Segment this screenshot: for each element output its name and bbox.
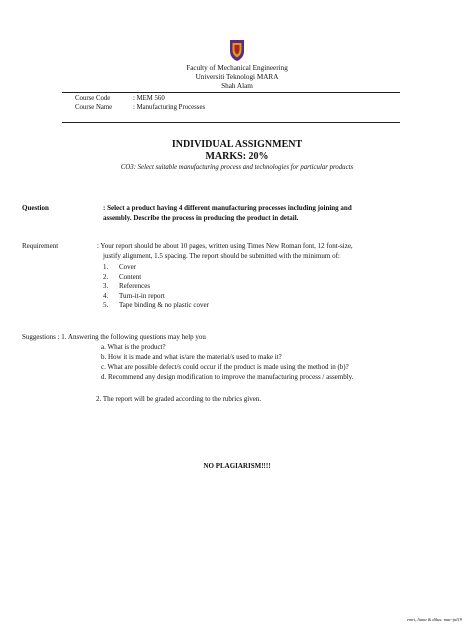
header-divider (62, 92, 400, 93)
suggestion-b: b. How it is made and what is/are the material/s used to make it? (101, 353, 282, 361)
suggestion-c: c. What are possible defect/s could occur if the product is made using the method in (b)? (101, 363, 349, 371)
item-text: Tape binding & no plastic cover (119, 301, 209, 310)
course-code-value: : MEM 560 (133, 95, 165, 102)
requirement-list (103, 263, 209, 311)
assignment-title: INDIVIDUAL ASSIGNMENT (171, 139, 303, 150)
item-number: 5. (103, 301, 109, 310)
course-name-value: : Manufacturing Processes (133, 104, 206, 111)
question-line-1: : Select a product having 4 different manufacturing processes including joining and (103, 204, 352, 212)
course-code-label: Course Code (75, 95, 111, 102)
suggestion-a: a. What is the product? (101, 343, 166, 351)
university-crest-logo (228, 38, 246, 62)
item-number: 3. (103, 282, 109, 291)
suggestion-point-2: 2. The report will be graded according to the rubrics given. (96, 395, 262, 403)
list-item (103, 273, 209, 283)
course-divider (62, 122, 400, 123)
requirement-label: Requirement (22, 242, 59, 250)
suggestions-label: Suggestions : 1. Answering the following questions may help you (22, 333, 206, 341)
requirement-line-1: : Your report should be about 10 pages, written using Times New Roman font, 12 font-size, (97, 242, 353, 250)
course-name-label: Course Name (75, 104, 113, 111)
list-item (103, 301, 209, 311)
list-item (103, 282, 209, 292)
item-text: Turn-it-in report (119, 291, 165, 300)
item-text: Content (119, 272, 142, 281)
plagiarism-warning: NO PLAGIARISM!!!! (203, 462, 271, 470)
item-text: Cover (119, 263, 137, 271)
university-name: Universiti Teknologi MARA (195, 73, 279, 81)
faculty-name: Faculty of Mechanical Engineering (186, 64, 288, 72)
question-label: Question (22, 204, 49, 212)
question-line-2: assembly. Describe the process in producing the product in detail. (103, 214, 299, 222)
footer-note: emri, liana & dilus: mac-jul19 (406, 617, 462, 622)
item-number: 2. (103, 272, 109, 281)
assignment-marks: MARKS: 20% (205, 151, 269, 162)
item-text: References (119, 282, 151, 291)
campus-name: Shah Alam (221, 82, 253, 90)
requirement-line-2: justify alignment, 1.5 spacing. The report should be submitted with the minimum of: (103, 252, 340, 260)
item-number: 1. (103, 263, 109, 271)
list-item (103, 263, 209, 273)
course-outcome: CO3: Select suitable manufacturing process and technologies for particular products (120, 164, 354, 171)
suggestion-d: d. Recommend any design modification to improve the manufacturing process / assembly. (101, 373, 354, 381)
list-item (103, 292, 209, 302)
item-number: 4. (103, 291, 109, 300)
